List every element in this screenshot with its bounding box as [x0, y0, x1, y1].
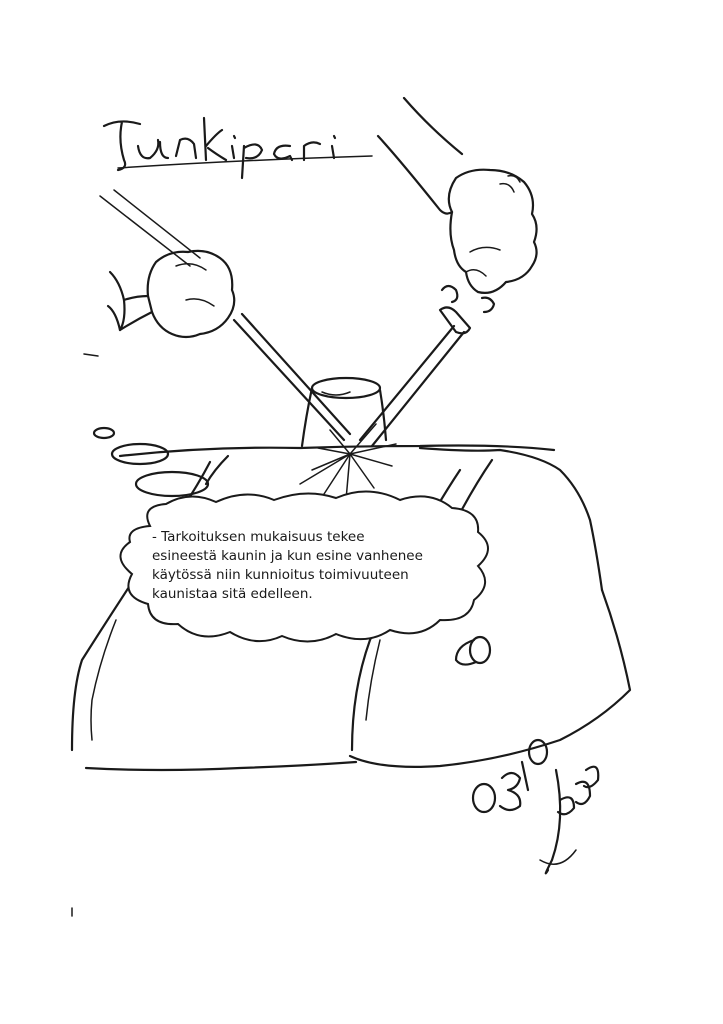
handwritten-title — [104, 118, 372, 178]
stray-marks — [72, 354, 98, 916]
speech-line-1: - Tarkoituksen mukaisuus tekee — [152, 529, 365, 545]
pipe-workpiece — [302, 378, 386, 446]
left-hand — [100, 190, 234, 337]
filler-rod — [234, 314, 350, 440]
chest-knob — [456, 637, 490, 665]
date-mark — [473, 740, 547, 812]
thought-trail — [94, 428, 208, 496]
welding-torch — [360, 307, 470, 446]
speech-bubble-text — [152, 528, 452, 604]
speech-line-4: kaunistaa sitä edelleen. — [152, 586, 313, 602]
right-arm-hand — [378, 98, 537, 312]
speech-line-2: esineestä kaunin ja kun esine vanhenee — [152, 548, 423, 564]
speech-line-3: käytössä niin kunnioitus toimivuuteen — [152, 567, 409, 583]
signature — [540, 767, 598, 874]
